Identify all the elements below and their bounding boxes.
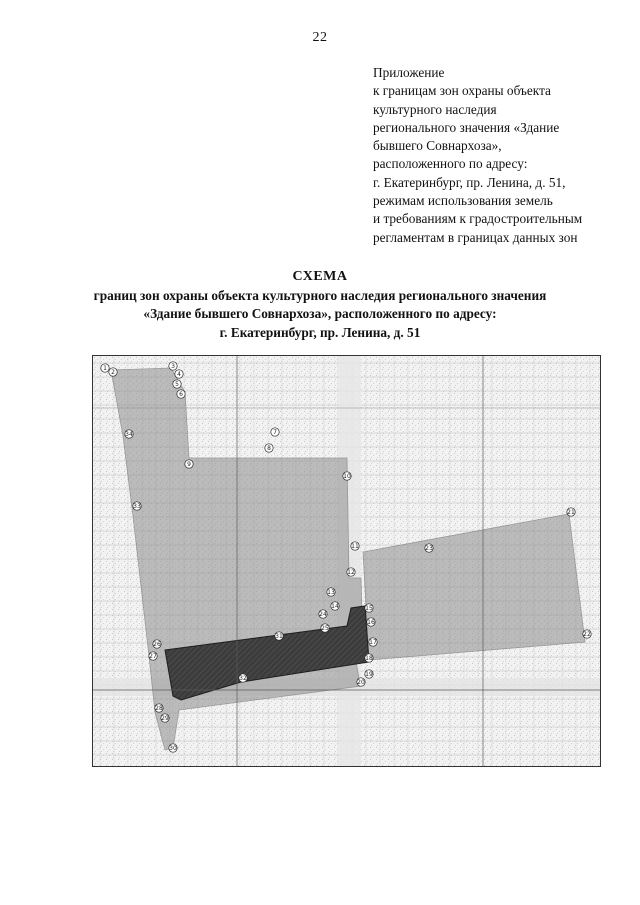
- scheme-map-drawing: [93, 356, 600, 766]
- boundary-point-label: 22: [583, 631, 591, 638]
- boundary-point-label: 26: [153, 641, 161, 648]
- boundary-point-label: 8: [267, 445, 271, 452]
- appendix-line: бывшего Совнархоза»,: [373, 138, 502, 154]
- boundary-point-label: 25: [321, 625, 329, 632]
- boundary-point-label: 11: [351, 543, 359, 550]
- boundary-point-label: 34: [125, 431, 133, 438]
- page-number: 22: [312, 30, 328, 45]
- boundary-point-label: 19: [365, 671, 373, 678]
- scheme-map: [92, 355, 601, 767]
- boundary-point-label: 27: [149, 653, 157, 660]
- scheme-title-block: [0, 268, 640, 342]
- boundary-point-label: 1: [103, 365, 107, 372]
- boundary-point-label: 10: [343, 473, 351, 480]
- boundary-point-label: 24: [319, 611, 327, 618]
- boundary-point-label: 13: [327, 589, 335, 596]
- scheme-subtitle-line: границ зон охраны объекта культурного наследия регионального значения: [93, 287, 547, 303]
- appendix-line: Приложение: [373, 65, 445, 80]
- scheme-title: СХЕМА: [292, 269, 348, 284]
- appendix-line: культурного наследия: [373, 101, 497, 117]
- appendix-line: г. Екатеринбург, пр. Ленина, д. 51,: [373, 174, 566, 190]
- boundary-point-label: 4: [177, 371, 181, 378]
- boundary-point-label: 16: [367, 619, 375, 626]
- boundary-point-label: 29: [161, 715, 169, 722]
- boundary-point-label: 7: [273, 429, 277, 436]
- boundary-point-label: 15: [365, 605, 373, 612]
- appendix-line: регламентам в границах данных зон: [373, 229, 578, 245]
- boundary-point-label: 3: [171, 363, 175, 370]
- boundary-point-label: 20: [357, 679, 365, 686]
- boundary-point-label: 28: [155, 705, 163, 712]
- appendix-line: расположенного по адресу:: [373, 156, 528, 172]
- boundary-point-label: 23: [425, 545, 433, 552]
- boundary-point-label: 33: [133, 503, 141, 510]
- boundary-point-label: 14: [331, 603, 339, 610]
- appendix-line: к границам зон охраны объекта: [373, 83, 551, 99]
- boundary-point-label: 2: [111, 369, 115, 376]
- scheme-subtitle-line: «Здание бывшего Совнархоза», расположенного по адресу:: [143, 306, 497, 321]
- boundary-point-label: 9: [187, 461, 191, 468]
- appendix-line: и требованиям к градостроительным: [373, 211, 583, 227]
- boundary-point-label: 17: [369, 639, 377, 646]
- appendix-note: [373, 64, 633, 247]
- scheme-subtitle-line: г. Екатеринбург, пр. Ленина, д. 51: [219, 324, 421, 340]
- boundary-point-label: 12: [347, 569, 355, 576]
- appendix-line: регионального значения «Здание: [373, 119, 560, 135]
- boundary-point-label: 30: [169, 745, 177, 752]
- boundary-point-label: 18: [365, 655, 373, 662]
- boundary-point-label: 5: [175, 381, 179, 388]
- boundary-point-label: 21: [567, 509, 575, 516]
- boundary-point-label: 32: [239, 675, 247, 682]
- boundary-point-label: 6: [179, 391, 183, 398]
- boundary-point-label: 31: [275, 633, 283, 640]
- appendix-line: режимам использования земель: [373, 193, 553, 209]
